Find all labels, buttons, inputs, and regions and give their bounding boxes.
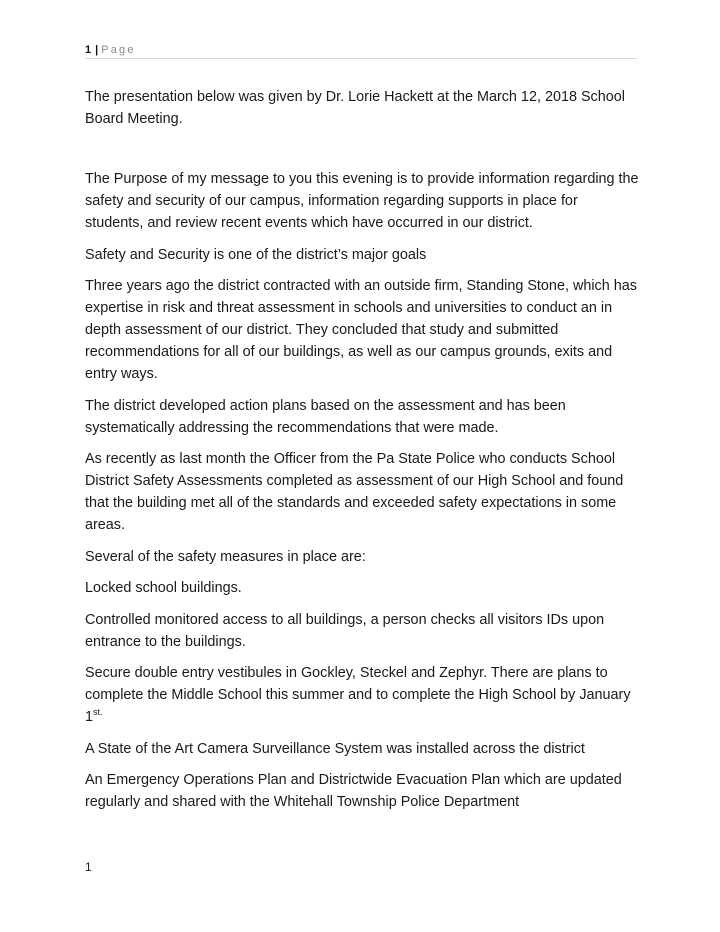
assessment-paragraph: Three years ago the district contracted with an outside firm, Standing Stone, which has expertise in risk and threat assessment in schools and universities to conduct an in depth assessment of our district. They concluded that study and submitted recommendations for all of our buildings, as well as our campus grounds, exits and entry ways. (85, 278, 637, 382)
header-separator: | (95, 44, 99, 56)
state-police-paragraph: As recently as last month the Officer from the Pa State Police who conducts School District Safety Assessments completed as assessment of our High School and found that the building met all of the standards and exceeded safety expectations in some areas. (85, 451, 624, 533)
page-header (85, 43, 136, 57)
purpose-paragraph: The Purpose of my message to you this evening is to provide information regarding the safety and security of our campus, information regarding supports in place for students, and review recent events which have occurred in our district. (85, 171, 639, 231)
camera-system-item: A State of the Art Camera Surveillance System was installed across the district (85, 740, 585, 757)
header-page-number: 1 (85, 44, 92, 56)
locked-buildings-item: Locked school buildings. (85, 580, 242, 596)
vestibules-item (85, 662, 640, 728)
header-divider (85, 58, 637, 59)
safety-measures-heading: Several of the safety measures in place are: (85, 548, 366, 565)
page-footer-number: 1 (85, 860, 92, 874)
goals-paragraph: Safety and Security is one of the district’s major goals (85, 246, 427, 263)
controlled-access-item: Controlled monitored access to all buildings, a person checks all visitors IDs upon entrance to the buildings. (85, 611, 605, 650)
intro-paragraph: The presentation below was given by Dr. Lorie Hackett at the March 12, 2018 School Board Meeting. (85, 89, 625, 127)
ordinal-superscript: st. (93, 707, 103, 717)
action-plans-paragraph: The district developed action plans based on the assessment and has been systematically addressing the recommendations that were made. (85, 397, 566, 436)
header-page-label: Page (101, 44, 136, 56)
emergency-plan-item: An Emergency Operations Plan and Districtwide Evacuation Plan which are updated regularly and shared with the Whitehall Township Police Department (85, 772, 622, 810)
vestibules-text: Secure double entry vestibules in Gockley, Steckel and Zephyr. There are plans to complete the Middle School this summer and to complete the High School by January 1 (85, 665, 631, 725)
document-body (85, 86, 640, 823)
